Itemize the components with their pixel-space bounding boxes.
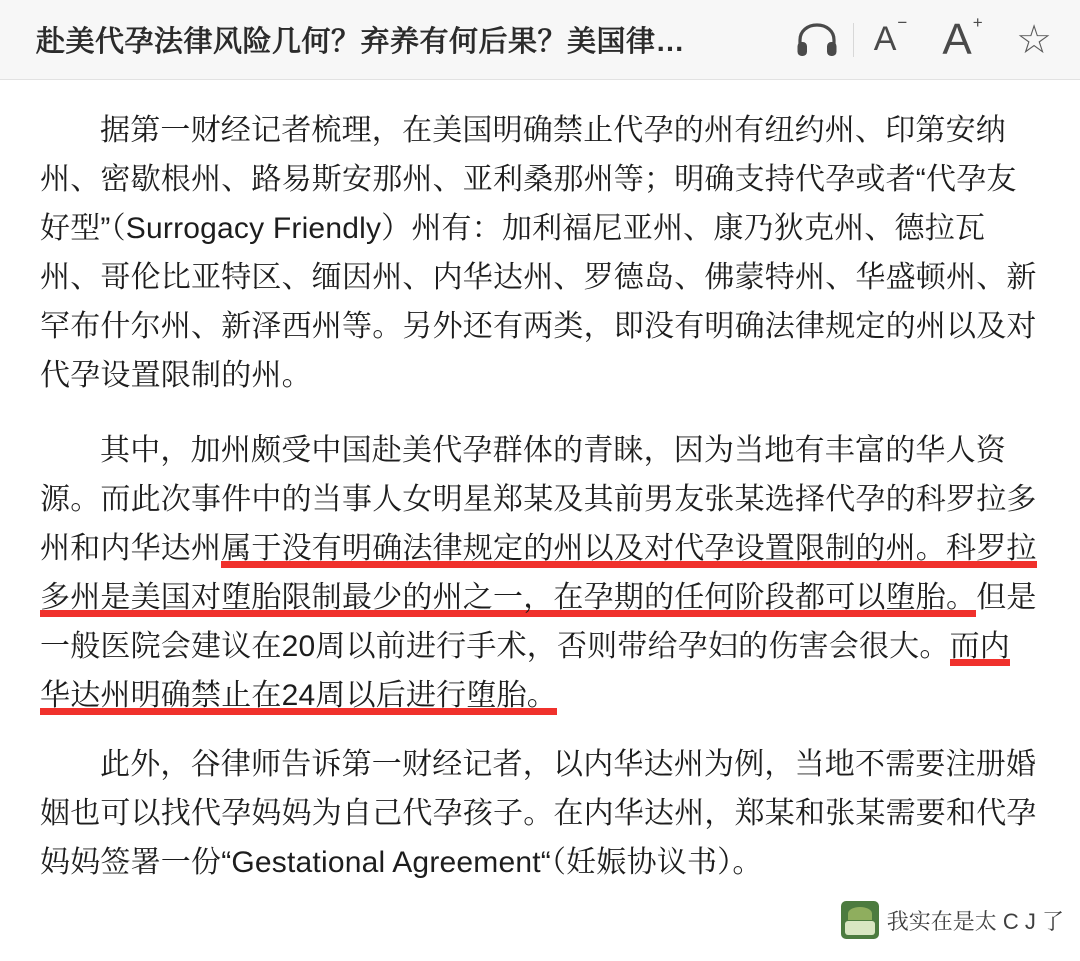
avatar xyxy=(841,901,879,939)
font-increase-label: A+ xyxy=(942,12,983,64)
paragraph-3-text: 此外，谷律师告诉第一财经记者，以内华达州为例，当地不需要注册婚姻也可以找代孕妈妈为自己代孕孩子。在内华达州，郑某和张某需要和代孕妈妈签署一份“Gestational Agreement“（妊娠协议书）。 xyxy=(40,748,1037,879)
paragraph-2 xyxy=(40,426,1040,720)
paragraph-3 xyxy=(40,740,1040,887)
paragraph-2-highlight-a: 属于没有明确法律规定的州以及对代孕设置限制的州。科罗拉多州是美国对堕胎限制最少的州之一，在孕期的任何阶段都可以堕胎。 xyxy=(40,532,1037,617)
paragraph-2-text-plain-b: 但是一般医院会建议在20周以前进行手术，否则带给孕妇的伤害会很大。 xyxy=(40,581,1037,663)
paragraph-1-text: 据第一财经记者梳理，在美国明确禁止代孕的州有纽约州、印第安纳州、密歇根州、路易斯安那州、亚利桑那州等；明确支持代孕或者“代孕友好型”（Surrogacy Friendly）州有：加利福尼亚州、康乃狄克州、德拉瓦州、哥伦比亚特区、缅因州、内华达州、罗德岛、佛蒙特州、华盛顿州、新罕布什尔州、新泽西州等。另外还有两类，即没有明确法律规定的州以及对代孕设置限制的州。 xyxy=(40,114,1037,392)
account-name: 我实在是太 C J 了 xyxy=(886,908,1064,934)
page-edge-left xyxy=(0,80,6,961)
account-watermark xyxy=(835,897,1070,943)
headphones-glyph xyxy=(796,23,838,57)
font-decrease-label: A− xyxy=(873,12,908,58)
article-body xyxy=(0,80,1080,913)
paragraph-2-highlight-b: 而内华达州明确禁止在24周以后进行堕胎。 xyxy=(40,630,1010,715)
page-edge-right xyxy=(1074,80,1080,961)
star-icon: ☆ xyxy=(1016,17,1052,62)
headphones-icon[interactable] xyxy=(781,0,853,80)
paragraph-2-text-plain-a: 其中，加州颇受中国赴美代孕群体的青睐，因为当地有丰富的华人资源。而此次事件中的当事人女明星郑某及其前男友张某选择代孕的科罗拉多州和内华达州 xyxy=(40,434,1037,565)
page-title: 赴美代孕法律风险几何？弃养有何后果？美国律… xyxy=(36,26,686,58)
paragraph-1 xyxy=(40,106,1040,400)
font-decrease-button[interactable] xyxy=(854,0,926,80)
favorite-star-button[interactable] xyxy=(998,0,1070,80)
article-header-bar xyxy=(0,0,1080,80)
header-actions xyxy=(781,0,1070,79)
font-increase-button[interactable] xyxy=(926,0,998,80)
